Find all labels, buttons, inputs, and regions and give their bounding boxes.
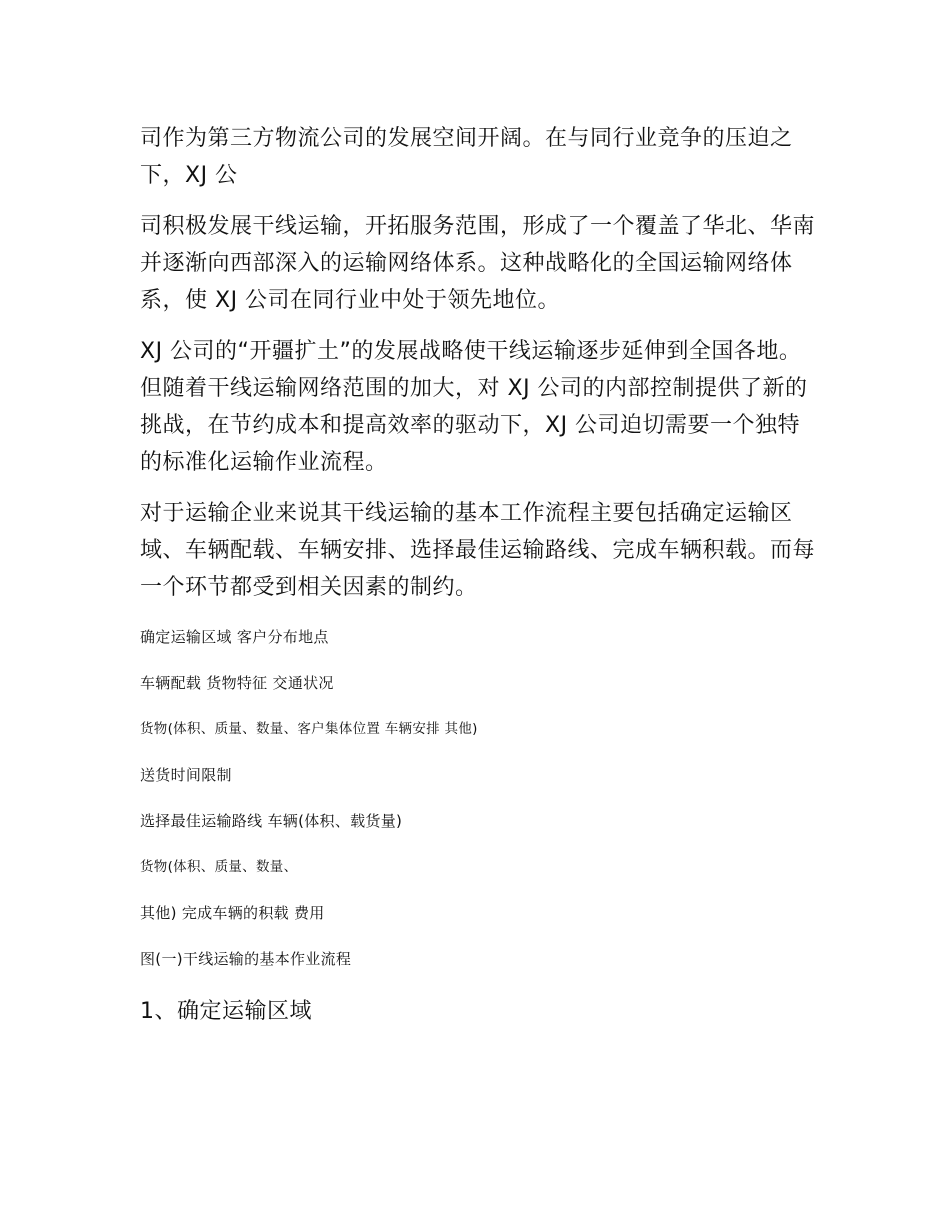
flow-line-3: 货物(体积、质量、数量、客户集体位置 车辆安排 其他) — [140, 721, 478, 737]
paragraph-2: 司积极发展干线运输，开拓服务范围，形成了一个覆盖了华北、华南并逐渐向西部深入的运输网络体系。这种战略化的全国运输网络体系，使 XJ 公司在同行业中处于领先地位。 — [140, 214, 816, 313]
section-heading: 1、确定运输区域 — [140, 999, 312, 1024]
flow-line-4: 送货时间限制 — [140, 766, 232, 784]
flow-line-5: 选择最佳运输路线 车辆(体积、载货量) — [140, 812, 403, 830]
paragraph-4: 对于运输企业来说其干线运输的基本工作流程主要包括确定运输区域、车辆配载、车辆安排、选择最佳运输路线、完成车辆积载。而每一个环节都受到相关因素的制约。 — [140, 501, 816, 600]
flow-line-7: 其他) 完成车辆的积载 费用 — [140, 904, 325, 922]
paragraph-3: XJ 公司的“开疆扩土”的发展战略使干线运输逐步延伸到全国各地。但随着干线运输网络范围的加大，对 XJ 公司的内部控制提供了新的挑战，在节约成本和提高效率的驱动下，XJ 公司迫切需要一个独特的标准化运输作业流程。 — [140, 339, 808, 475]
flow-line-2: 车辆配载 货物特征 交通状况 — [140, 674, 334, 692]
figure-caption: 图(一)干线运输的基本作业流程 — [140, 950, 352, 968]
document-page — [140, 120, 820, 1028]
flow-line-1: 确定运输区域 客户分布地点 — [140, 628, 329, 646]
paragraph-1: 司作为第三方物流公司的发展空间开阔。在与同行业竞争的压迫之下，XJ 公 — [140, 126, 793, 188]
flow-line-6: 货物(体积、质量、数量、 — [140, 859, 298, 875]
